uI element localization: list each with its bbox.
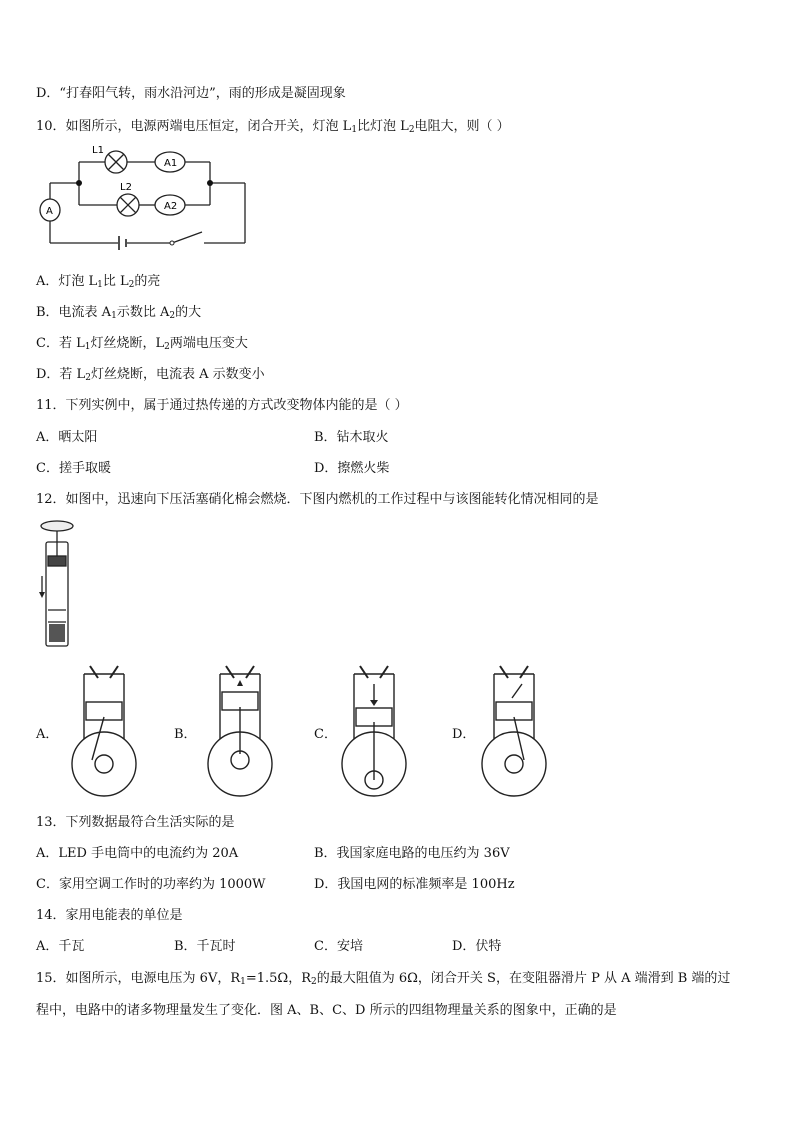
q10-a-mid: 比 L <box>102 274 129 289</box>
q11-option-d: D．擦燃火柴 <box>314 461 390 476</box>
valve-exhaust-icon <box>520 666 528 678</box>
q10-a-sub1: 1 <box>97 280 103 290</box>
junction-left-icon <box>76 180 82 186</box>
q11-stem: 11．下列实例中，属于通过热传递的方式改变物体内能的是（ ） <box>36 398 408 413</box>
q10-c-sub1: 1 <box>84 342 91 352</box>
nitrocellulose-icon <box>49 624 65 642</box>
label-l2: L2 <box>120 182 132 193</box>
valve-intake-icon <box>500 666 508 678</box>
q10-b-post: 的大 <box>175 305 202 320</box>
q10-stem-a: 10．如图所示，电源两端电压恒定，闭合开关，灯泡 L <box>36 119 352 134</box>
q15-sub2: 2 <box>311 977 317 987</box>
q12-label-d: D． <box>452 727 476 742</box>
q10-c-post: 两端电压变大 <box>169 336 248 351</box>
q14-option-b: B．千瓦时 <box>174 939 236 954</box>
engine-stroke-a-figure <box>64 662 144 798</box>
q15-line1-b: =1.5Ω，R <box>245 971 311 986</box>
q10-stem-c: 电阻大，则（ ） <box>414 119 510 134</box>
switch-pivot-icon <box>170 241 174 245</box>
valve-intake-icon <box>90 666 98 678</box>
q13-stem: 13．下列数据最符合生活实际的是 <box>36 815 235 830</box>
q10-option-d <box>36 363 265 383</box>
q13-option-c: C．家用空调工作时的功率约为 1000W <box>36 877 266 892</box>
q15-line-1 <box>36 967 730 987</box>
q13-option-b: B．我国家庭电路的电压约为 36V <box>314 846 510 861</box>
q10-b-pre: B．电流表 A <box>36 305 112 320</box>
q13-option-d: D．我国电网的标准频率是 100Hz <box>314 877 515 892</box>
up-arrow-icon <box>237 680 243 686</box>
q10-a-post: 的亮 <box>134 274 161 289</box>
q11-option-b: B．钻木取火 <box>314 430 389 445</box>
q12-label-a: A． <box>36 727 59 742</box>
q12-label-c: C． <box>314 727 337 742</box>
q15-line-2: 程中，电路中的诸多物理量发生了变化．图 A、B、C、D 所示的四组物理量关系的图象中，正确的是 <box>36 1003 617 1018</box>
q10-b-mid: 示数比 A <box>116 305 170 320</box>
q10-a-pre: A．灯泡 L <box>36 274 98 289</box>
label-a1: A1 <box>164 158 178 169</box>
q11-option-a: A．晒太阳 <box>36 430 98 445</box>
label-a2: A2 <box>164 201 178 212</box>
q10-circuit-diagram <box>38 140 250 252</box>
q10-d-pre: D．若 L <box>36 367 86 382</box>
q10-d-sub2: 2 <box>85 373 91 383</box>
q14-option-a: A．千瓦 <box>36 939 85 954</box>
q10-option-c <box>36 332 248 352</box>
valve-exhaust-icon <box>110 666 118 678</box>
q10-d-post: 灯丝烧断，电流表 A 示数变小 <box>90 367 265 382</box>
q9-option-d: D．“打春阳气转，雨水沿河边”，雨的形成是凝固现象 <box>36 86 346 101</box>
q14-stem: 14．家用电能表的单位是 <box>36 908 183 923</box>
q10-b-sub2: 2 <box>169 311 176 321</box>
engine-stroke-b-figure <box>200 662 280 798</box>
q11-option-c: C．搓手取暖 <box>36 461 111 476</box>
q10-c-pre: C．若 L <box>36 336 85 351</box>
q10-b-sub1: 1 <box>111 311 117 321</box>
q10-c-mid: 灯丝烧断，L <box>90 336 165 351</box>
q14-option-c: C．安培 <box>314 939 363 954</box>
q10-c-sub2: 2 <box>164 342 170 352</box>
q10-stem <box>36 115 510 135</box>
q14-option-d: D．伏特 <box>452 939 502 954</box>
engine-stroke-c-figure <box>334 662 414 798</box>
q15-line1-c: 的最大阻值为 6Ω，闭合开关 S，在变阻器滑片 P 从 A 端滑到 B 端的过 <box>316 971 731 986</box>
label-a: A <box>46 206 53 217</box>
piston-handle-icon <box>41 521 73 531</box>
valve-intake-icon <box>360 666 368 678</box>
valve-intake-icon <box>226 666 234 678</box>
down-arrow-icon <box>39 592 45 598</box>
q10-sub-2: 2 <box>408 125 415 135</box>
q12-compression-tube-figure <box>34 518 80 650</box>
q10-option-a <box>36 270 160 290</box>
q10-sub-1: 1 <box>351 125 358 135</box>
q15-sub1: 1 <box>240 977 246 987</box>
valve-exhaust-icon <box>246 666 254 678</box>
q12-label-b: B． <box>174 727 197 742</box>
label-l1: L1 <box>92 145 104 156</box>
junction-right-icon <box>207 180 213 186</box>
valve-exhaust-icon <box>380 666 388 678</box>
q12-stem: 12．如图中，迅速向下压活塞硝化棉会燃烧．下图内燃机的工作过程中与该图能转化情况相同的是 <box>36 492 599 507</box>
q13-option-a: A．LED 手电筒中的电流约为 20A <box>36 846 239 861</box>
down-arrow-icon <box>370 700 378 706</box>
q10-a-sub2: 2 <box>128 280 135 290</box>
q15-line1-a: 15．如图所示，电源电压为 6V，R <box>36 971 241 986</box>
engine-stroke-d-figure <box>474 662 554 798</box>
q10-option-b <box>36 301 201 321</box>
q10-stem-b: 比灯泡 L <box>357 119 409 134</box>
